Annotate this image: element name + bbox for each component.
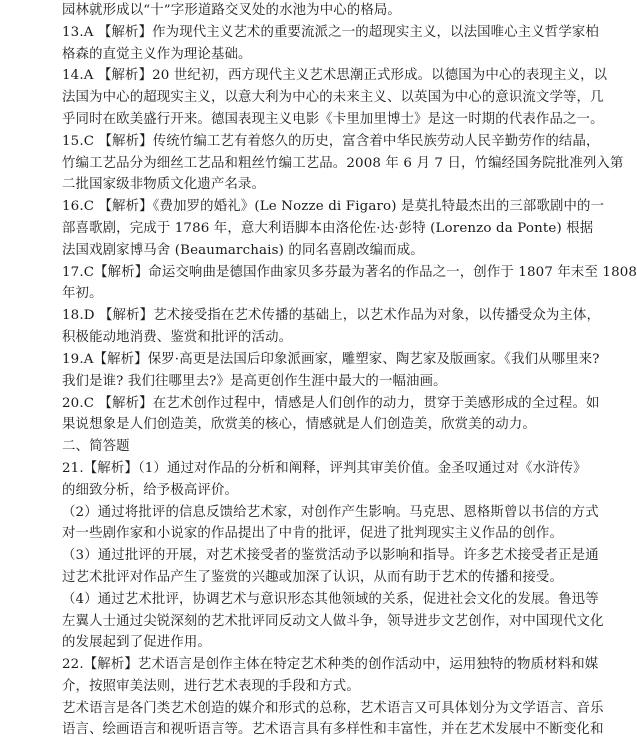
text-line: 法国为中心的超现实主义，以意大利为中心的未来主义、以英国为中心的意识流文学等，几 bbox=[62, 90, 604, 105]
text-line: 左翼人士通过尖锐深刻的艺术批评同反动文人做斗争，领导进步文艺创作，对中国现代文化 bbox=[62, 614, 604, 629]
text-line: （2）通过将批评的信息反馈给艺术家，对创作产生影响。马克思、恩格斯曾以书信的方式 bbox=[62, 505, 599, 520]
text-line: （3）通过批评的开展，对艺术接受者的鉴赏活动予以影响和指导。许多艺术接受者正是通 bbox=[62, 548, 599, 563]
text-line: 19.A【解析】保罗·高更是法国后印象派画家，雕塑家、陶艺家及版画家。《我们从哪里来? bbox=[62, 352, 600, 367]
text-line: 18.D 【解析】艺术接受指在艺术传播的基础上，以艺术作品为对象，以传播受众为主体， bbox=[62, 308, 601, 323]
section-heading: 二、简答题 bbox=[62, 439, 130, 454]
text-line: 乎同时在欧美盛行开来。德国表现主义电影《卡里加里博士》是这一时期的代表作品之一。 bbox=[62, 112, 604, 127]
text-line: 园林就形成以“十”字形道路交叉处的水池为中心的格局。 bbox=[62, 3, 401, 18]
text-line: 的细致分析，给予极高评价。 bbox=[62, 483, 239, 498]
text-line: 对一些剧作家和小说家的作品提出了中肯的批评，促进了批判现实主义作品的创作。 bbox=[62, 526, 564, 541]
text-line: 21.【解析】（1）通过对作品的分析和阐释，评判其审美价值。金圣叹通过对《水浒传》 bbox=[62, 461, 587, 476]
text-line: 竹编工艺品分为细丝工艺品和粗丝竹编工艺品。2008 年 6 月 7 日，竹编经国务院批准列入第 bbox=[62, 156, 624, 171]
text-line: 二批国家级非物质文化遗产名录。 bbox=[62, 177, 266, 192]
text-line: 14.A 【解析】20 世纪初，西方现代主义艺术思潮正式形成。以德国为中心的表现主义，以 bbox=[62, 68, 608, 83]
text-line: 13.A 【解析】作为现代主义艺术的重要流派之一的超现实主义，以法国唯心主义哲学家柏 bbox=[62, 25, 599, 40]
text-line: 果说想象是人们创造美，欣赏美的核心，情感就是人们创造美，欣赏美的动力。 bbox=[62, 417, 536, 432]
text-line: 积极能动地消费、鉴赏和批评的活动。 bbox=[62, 330, 293, 345]
text-line: 介，按照审美法则，进行艺术表现的手段和方式。 bbox=[62, 679, 360, 694]
text-line: 15.C 【解析】传统竹编工艺有着悠久的历史，富含着中华民族劳动人民辛勤劳作的结晶， bbox=[62, 134, 600, 149]
text-line: 16.C 【解析】《费加罗的婚礼》(Le Nozze di Figaro) 是莫扎特最杰出的三部歌剧中的一 bbox=[62, 199, 605, 214]
text-line: 格森的直觉主义作为理论基础。 bbox=[62, 47, 252, 62]
text-line: 法国戏剧家博马舍 (Beaumarchais) 的同名喜剧改编而成。 bbox=[62, 243, 424, 258]
text-line: 22.【解析】艺术语言是创作主体在特定艺术种类的创作活动中，运用独特的物质材料和媒 bbox=[62, 657, 599, 672]
text-line: 17.C【解析】命运交响曲是德国作曲家贝多芬最为著名的作品之一，创作于 1807 年末至 1808 bbox=[62, 265, 637, 280]
text-line: （4）通过艺术批评，协调艺术与意识形态其他领域的关系，促进社会文化的发展。鲁迅等 bbox=[62, 592, 599, 607]
text-line: 语言、绘画语言和视听语言等。艺术语言具有多样性和丰富性，并在艺术发展中不断变化和 bbox=[62, 722, 604, 737]
text-line: 部喜歌剧，完成于 1786 年，意大利语脚本由洛伦佐·达·彭特 (Lorenzo da Ponte) 根据 bbox=[62, 221, 594, 236]
text-line: 过艺术批评对作品产生了鉴赏的兴趣或加深了认识，从而有助于艺术的传播和接受。 bbox=[62, 570, 564, 585]
text-line: 年初。 bbox=[62, 286, 103, 301]
text-line: 20.C 【解析】在艺术创作过程中，情感是人们创作的动力，贯穿于美感形成的全过程。如 bbox=[62, 396, 600, 411]
text-line: 我们是谁? 我们往哪里去?》是高更创作生涯中最大的一幅油画。 bbox=[62, 374, 447, 389]
text-line: 艺术语言是各门类艺术创造的媒介和形式的总称，艺术语言又可具体划分为文学语言、音乐 bbox=[62, 701, 604, 716]
text-line: 的发展起到了促进作用。 bbox=[62, 635, 211, 650]
